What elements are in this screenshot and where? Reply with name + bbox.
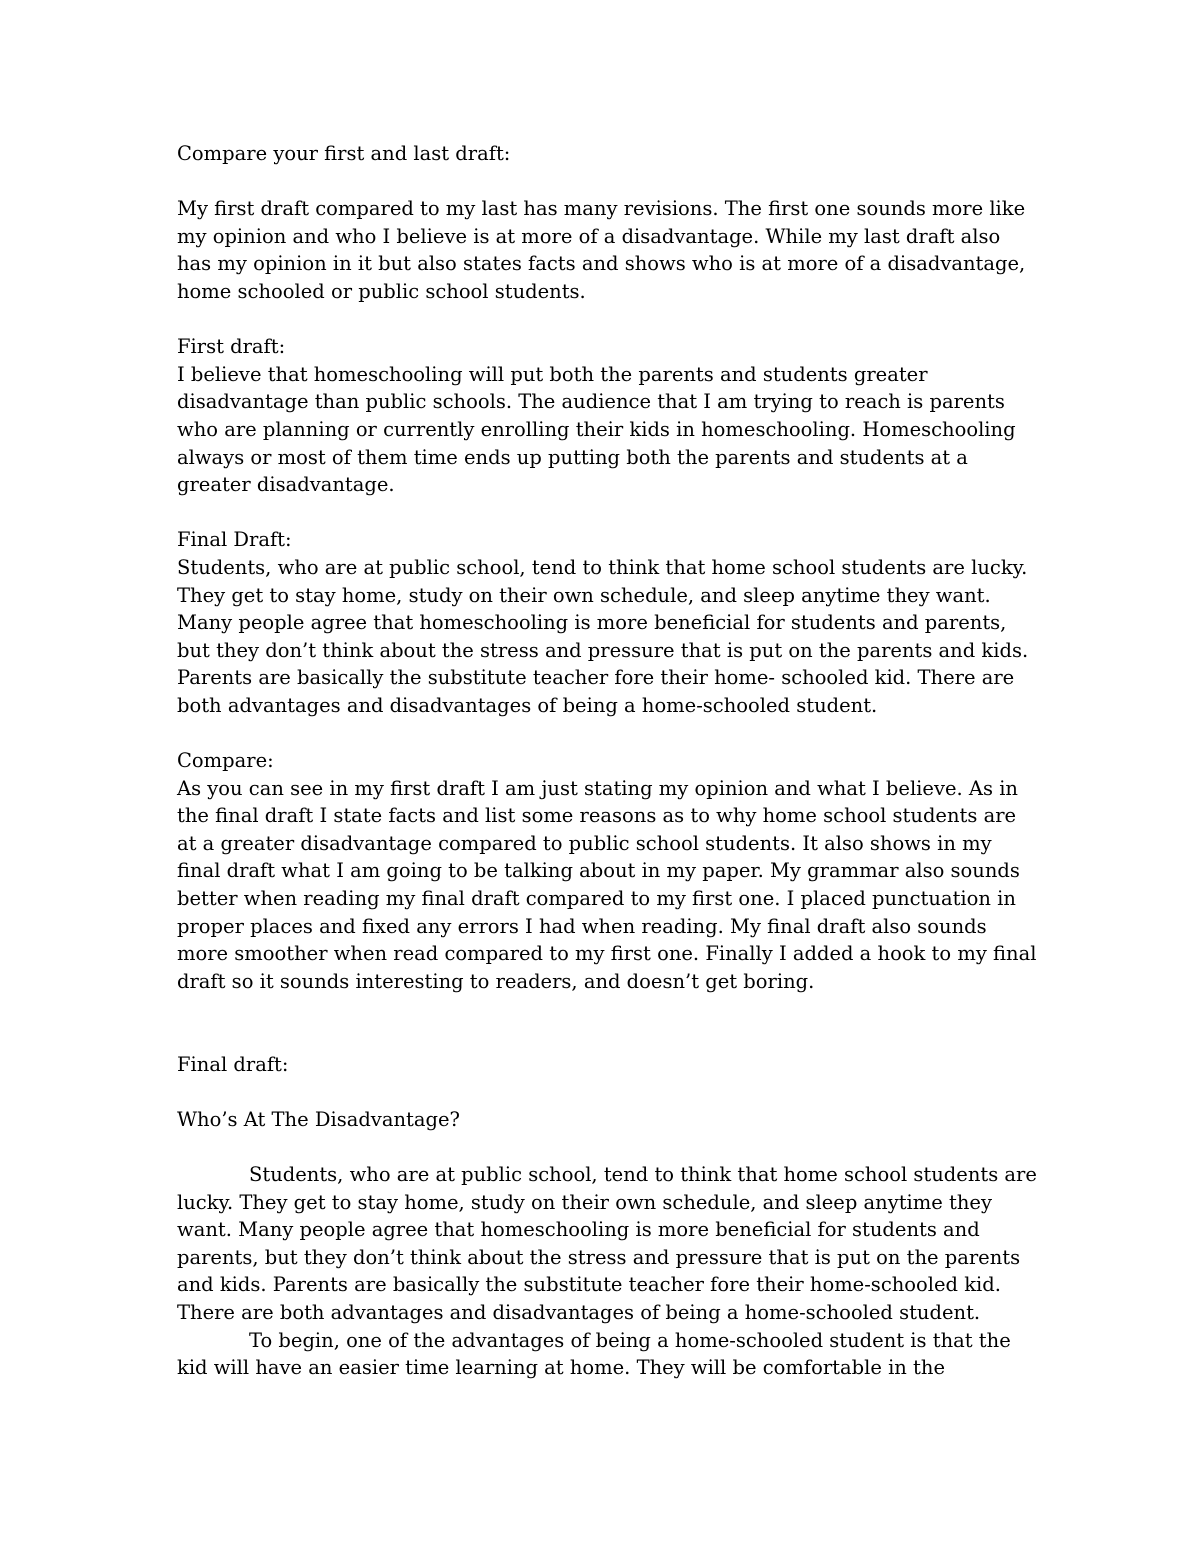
essay-label: Final draft: xyxy=(177,1052,289,1076)
compare-paragraph: As you can see in my first draft I am just stating my opinion and what I believe. As in the final draft I state facts and list some reasons as to why home school students are at a greater disadvantage compared to public school students. It also shows in my final draft what I am going to be talking about in my paper. My grammar also sounds better when reading my final draft compared to my first one. I placed punctuation in proper places and fixed any errors I had when reading. My final draft also sounds more smoother when read compared to my first one. Finally I added a hook to my final draft so it sounds interesting to readers, and doesn’t get boring. xyxy=(177,776,1037,993)
compare-heading: Compare your first and last draft: xyxy=(177,142,511,165)
document-page xyxy=(177,140,1037,1382)
essay-paragraph: Students, who are at public school, tend to think that home school students are lucky. They get to stay home, study on their own schedule, and sleep anytime they want. Many people agree that homeschooling is more beneficial for students and parents, but they don’t think about the stress and pressure that is put on the parents and kids. Parents are basically the substitute teacher fore their home-schooled kid. There are both advantages and disadvantages of being a home-schooled student. xyxy=(177,1162,1037,1324)
spacer xyxy=(177,1133,1037,1161)
spacer xyxy=(177,306,1037,334)
spacer xyxy=(177,499,1037,527)
essay-paragraph: To begin, one of the advantages of being a home-schooled student is that the kid will have an easier time learning at home. They will be comfortable in the xyxy=(177,1328,1011,1380)
final-draft-label: Final Draft: xyxy=(177,528,292,552)
first-draft-paragraph: I believe that homeschooling will put both the parents and students greater disadvantage than public schools. The audience that I am trying to reach is parents who are planning or currently enrolling their kids in homeschooling. Homeschooling always or most of them time ends up putting both the parents and students at a greater disadvantage. xyxy=(177,362,1016,497)
first-draft-label: First draft: xyxy=(177,335,286,359)
compare-label: Compare: xyxy=(177,749,274,773)
spacer xyxy=(177,719,1037,747)
essay-title: Who’s At The Disadvantage? xyxy=(177,1107,460,1131)
final-draft-paragraph: Students, who are at public school, tend to think that home school students are lucky. They get to stay home, study on their own schedule, and sleep anytime they want. Many people agree that homeschooling is more beneficial for students and parents, but they don’t think about the stress and pressure that is put on the parents and kids. Parents are basically the substitute teacher fore their home- schooled kid. There are both advantages and disadvantages of being a home-schooled student. xyxy=(177,555,1029,717)
spacer xyxy=(177,168,1037,196)
spacer xyxy=(177,995,1037,1050)
compare-intro-paragraph: My first draft compared to my last has many revisions. The first one sounds more like my opinion and who I believe is at more of a disadvantage. While my last draft also has my opinion in it but also states facts and shows who is at more of a disadvantage, home schooled or public school students. xyxy=(177,197,1026,303)
spacer xyxy=(177,1078,1037,1106)
